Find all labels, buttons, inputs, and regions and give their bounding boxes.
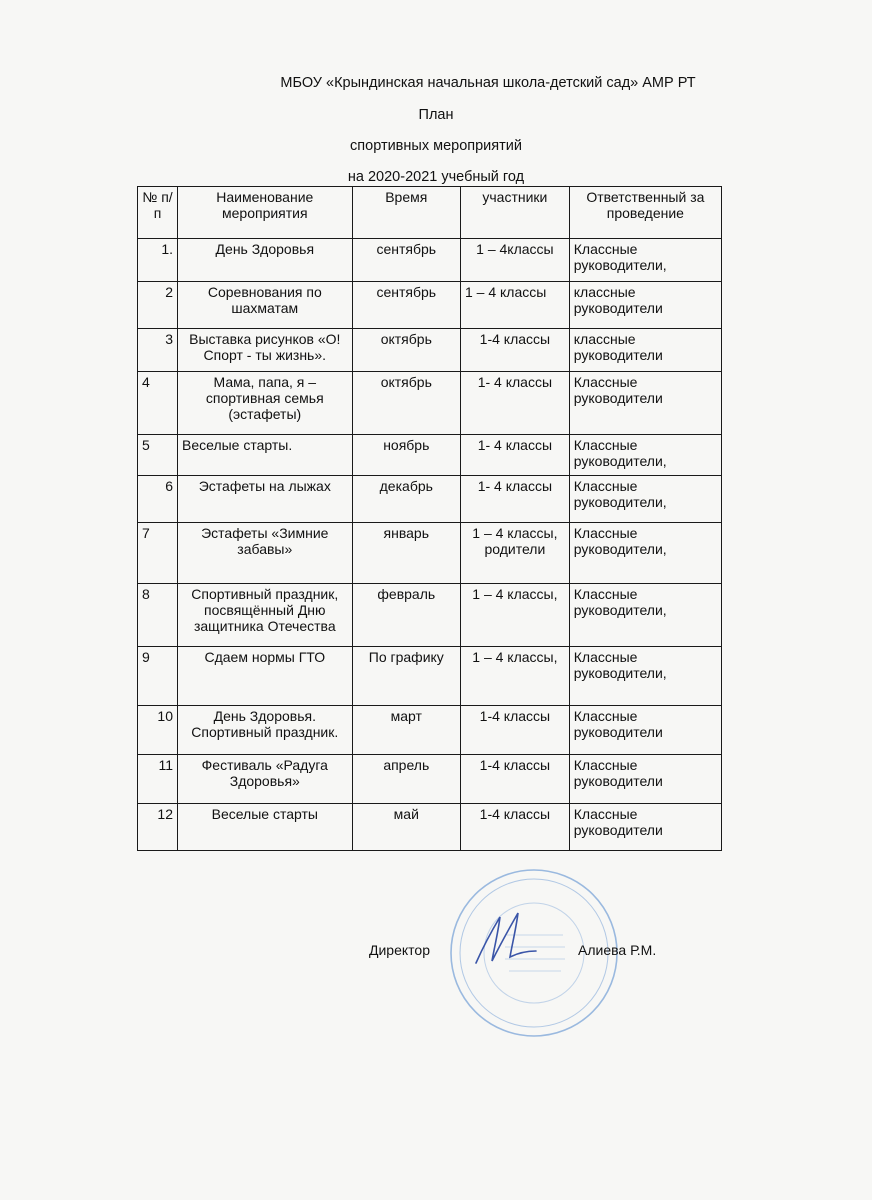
event-time: октябрь: [352, 372, 460, 435]
plan-subtitle: спортивных мероприятий: [350, 138, 522, 154]
event-participants: 1- 4 классы: [461, 435, 570, 476]
event-responsible: Классные руководители,: [569, 523, 721, 584]
event-time: ноябрь: [352, 435, 460, 476]
event-name: Веселые старты.: [178, 435, 353, 476]
event-responsible: Классные руководители: [569, 755, 721, 804]
event-name: Эстафеты на лыжах: [178, 476, 353, 523]
event-participants: 1 – 4классы: [461, 239, 570, 282]
event-name: Веселые старты: [178, 804, 353, 851]
event-participants: 1 – 4 классы,: [461, 647, 570, 706]
event-name: Эстафеты «Зимние забавы»: [178, 523, 353, 584]
signature-label: Директор: [369, 942, 430, 958]
event-responsible: классные руководители: [569, 282, 721, 329]
event-name: Фестиваль «Радуга Здоровья»: [178, 755, 353, 804]
event-responsible: классные руководители: [569, 329, 721, 372]
row-number: 1.: [138, 239, 178, 282]
event-participants: 1 – 4 классы,: [461, 584, 570, 647]
row-number: 5: [138, 435, 178, 476]
col-header-number: № п/п: [138, 187, 178, 239]
event-participants: 1 – 4 классы, родители: [461, 523, 570, 584]
event-name: Спортивный праздник, посвящённый Дню защитника Отечества: [178, 584, 353, 647]
event-participants: 1- 4 классы: [461, 372, 570, 435]
event-time: декабрь: [352, 476, 460, 523]
event-responsible: Классные руководители: [569, 706, 721, 755]
event-responsible: Классные руководители,: [569, 435, 721, 476]
event-name: Выставка рисунков «О! Спорт - ты жизнь».: [178, 329, 353, 372]
table-row: [138, 239, 722, 282]
event-name: День Здоровья. Спортивный праздник.: [178, 706, 353, 755]
event-responsible: Классные руководители: [569, 372, 721, 435]
table-row: [138, 329, 722, 372]
row-number: 12: [138, 804, 178, 851]
signatory-name: Алиева Р.М.: [578, 942, 657, 958]
event-name: Сдаем нормы ГТО: [178, 647, 353, 706]
col-header-participants: участники: [461, 187, 570, 239]
table-row: [138, 706, 722, 755]
event-responsible: Классные руководители,: [569, 647, 721, 706]
event-time: октябрь: [352, 329, 460, 372]
director-signature: [470, 905, 540, 975]
event-participants: 1-4 классы: [461, 706, 570, 755]
event-name: Мама, папа, я – спортивная семья (эстафеты): [178, 372, 353, 435]
event-participants: 1-4 классы: [461, 804, 570, 851]
event-responsible: Классные руководители,: [569, 584, 721, 647]
organization-name: МБОУ «Крындинская начальная школа-детский сад» АМР РТ: [280, 75, 696, 91]
table-header-row: [138, 187, 722, 239]
table-row: [138, 647, 722, 706]
event-participants: 1 – 4 классы: [461, 282, 570, 329]
row-number: 7: [138, 523, 178, 584]
event-participants: 1-4 классы: [461, 755, 570, 804]
event-participants: 1- 4 классы: [461, 476, 570, 523]
col-header-responsible: Ответственный за проведение: [569, 187, 721, 239]
table-row: [138, 282, 722, 329]
col-header-name: Наименование мероприятия: [178, 187, 353, 239]
row-number: 6: [138, 476, 178, 523]
table-row: [138, 523, 722, 584]
events-table: [137, 186, 722, 851]
event-time: февраль: [352, 584, 460, 647]
event-time: май: [352, 804, 460, 851]
row-number: 3: [138, 329, 178, 372]
row-number: 9: [138, 647, 178, 706]
event-time: сентябрь: [352, 239, 460, 282]
event-responsible: Классные руководители,: [569, 239, 721, 282]
row-number: 8: [138, 584, 178, 647]
event-name: Соревнования по шахматам: [178, 282, 353, 329]
row-number: 10: [138, 706, 178, 755]
row-number: 4: [138, 372, 178, 435]
event-time: По графику: [352, 647, 460, 706]
event-time: сентябрь: [352, 282, 460, 329]
event-time: март: [352, 706, 460, 755]
event-time: апрель: [352, 755, 460, 804]
table-row: [138, 584, 722, 647]
event-responsible: Классные руководители: [569, 804, 721, 851]
plan-title: План: [418, 107, 454, 123]
event-time: январь: [352, 523, 460, 584]
event-participants: 1-4 классы: [461, 329, 570, 372]
plan-year: на 2020-2021 учебный год: [347, 169, 525, 185]
row-number: 11: [138, 755, 178, 804]
event-name: День Здоровья: [178, 239, 353, 282]
col-header-time: Время: [352, 187, 460, 239]
table-row: [138, 372, 722, 435]
table-row: [138, 804, 722, 851]
event-responsible: Классные руководители,: [569, 476, 721, 523]
row-number: 2: [138, 282, 178, 329]
table-row: [138, 476, 722, 523]
table-row: [138, 435, 722, 476]
table-row: [138, 755, 722, 804]
